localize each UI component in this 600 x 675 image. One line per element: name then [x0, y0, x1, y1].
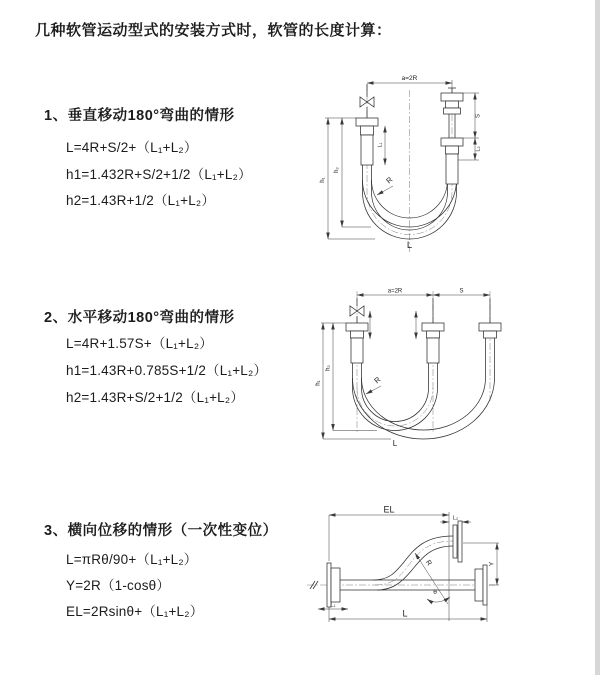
length-label: L: [406, 240, 413, 251]
section-2-formula-h1: h1=1.43R+0.785S+1/2（L₁+L₂）: [66, 363, 268, 378]
dim-label-s: S: [475, 113, 482, 119]
dim-label-s: S: [459, 288, 464, 295]
length-label: L: [402, 608, 408, 619]
dim-label-h1: h₁: [320, 177, 326, 183]
dim-label-h2: h₂: [334, 167, 340, 173]
radius-label: R: [423, 559, 433, 568]
diagram-vertical-180-bend: [313, 70, 498, 260]
scan-edge-shadow: [595, 0, 600, 675]
section-2-formula-L: L=4R+1.57S+（L₁+L₂）: [66, 336, 213, 351]
section-1-formula-h1: h1=1.432R+S/2+1/2（L₁+L₂）: [66, 167, 252, 182]
dim-label-a2r: a=2R: [387, 288, 403, 295]
dim-label-y: Y: [488, 561, 496, 567]
fittings: [346, 298, 501, 363]
dimensions: [316, 289, 491, 449]
dim-label-h1: h₁: [315, 380, 322, 386]
braid-hatch: [361, 135, 373, 165]
radius-label: R: [372, 374, 383, 386]
section-3-formula-Y: Y=2R（1-cosθ）: [66, 578, 171, 593]
hose-curves: [353, 338, 495, 439]
length-label: L: [392, 439, 398, 448]
braid-hatch: [427, 338, 439, 363]
dim-label-l2: L₂: [475, 146, 482, 152]
dim-label-h2: h₂: [325, 365, 332, 371]
dim-label-l1: L₁: [330, 602, 336, 609]
diagram-horizontal-180-bend: [313, 283, 503, 463]
centerlines: [357, 288, 490, 433]
section-3-formula-L: L=πRθ/90+（L₁+L₂）: [66, 552, 198, 567]
dim-label-el: EL: [383, 504, 395, 515]
section-2-formula-h2: h2=1.43R+S/2+1/2（L₁+L₂）: [66, 390, 245, 405]
hose-curves: [363, 165, 457, 239]
braid-hatch: [351, 338, 363, 363]
section-1-formula-h2: h2=1.43R+1/2（L₁+L₂）: [66, 193, 216, 208]
dim-label-l2: L₂: [452, 515, 459, 522]
dim-label-a2r: a=2R: [401, 75, 418, 82]
dimensions: [318, 505, 499, 623]
section-1-heading: 1、垂直移动180°弯曲的情形: [44, 108, 235, 124]
radius-label: R: [384, 174, 395, 186]
dim-label-l1: L₁: [377, 142, 384, 148]
section-2-heading: 2、水平移动180°弯曲的情形: [44, 310, 235, 326]
section-1-formula-L: L=4R+S/2+（L₁+L₂）: [66, 140, 198, 155]
fittings: [327, 521, 487, 607]
diagram-lateral-displacement: [303, 503, 503, 633]
section-3-heading: 3、横向位移的情形（一次性变位）: [44, 523, 278, 539]
section-3-formula-EL: EL=2Rsinθ+（L₁+L₂）: [66, 604, 204, 619]
angle-label: θ: [433, 589, 437, 596]
page-title: 几种软管运动型式的安装方式时，软管的长度计算：: [35, 22, 392, 39]
braid-hatch: [446, 154, 458, 184]
